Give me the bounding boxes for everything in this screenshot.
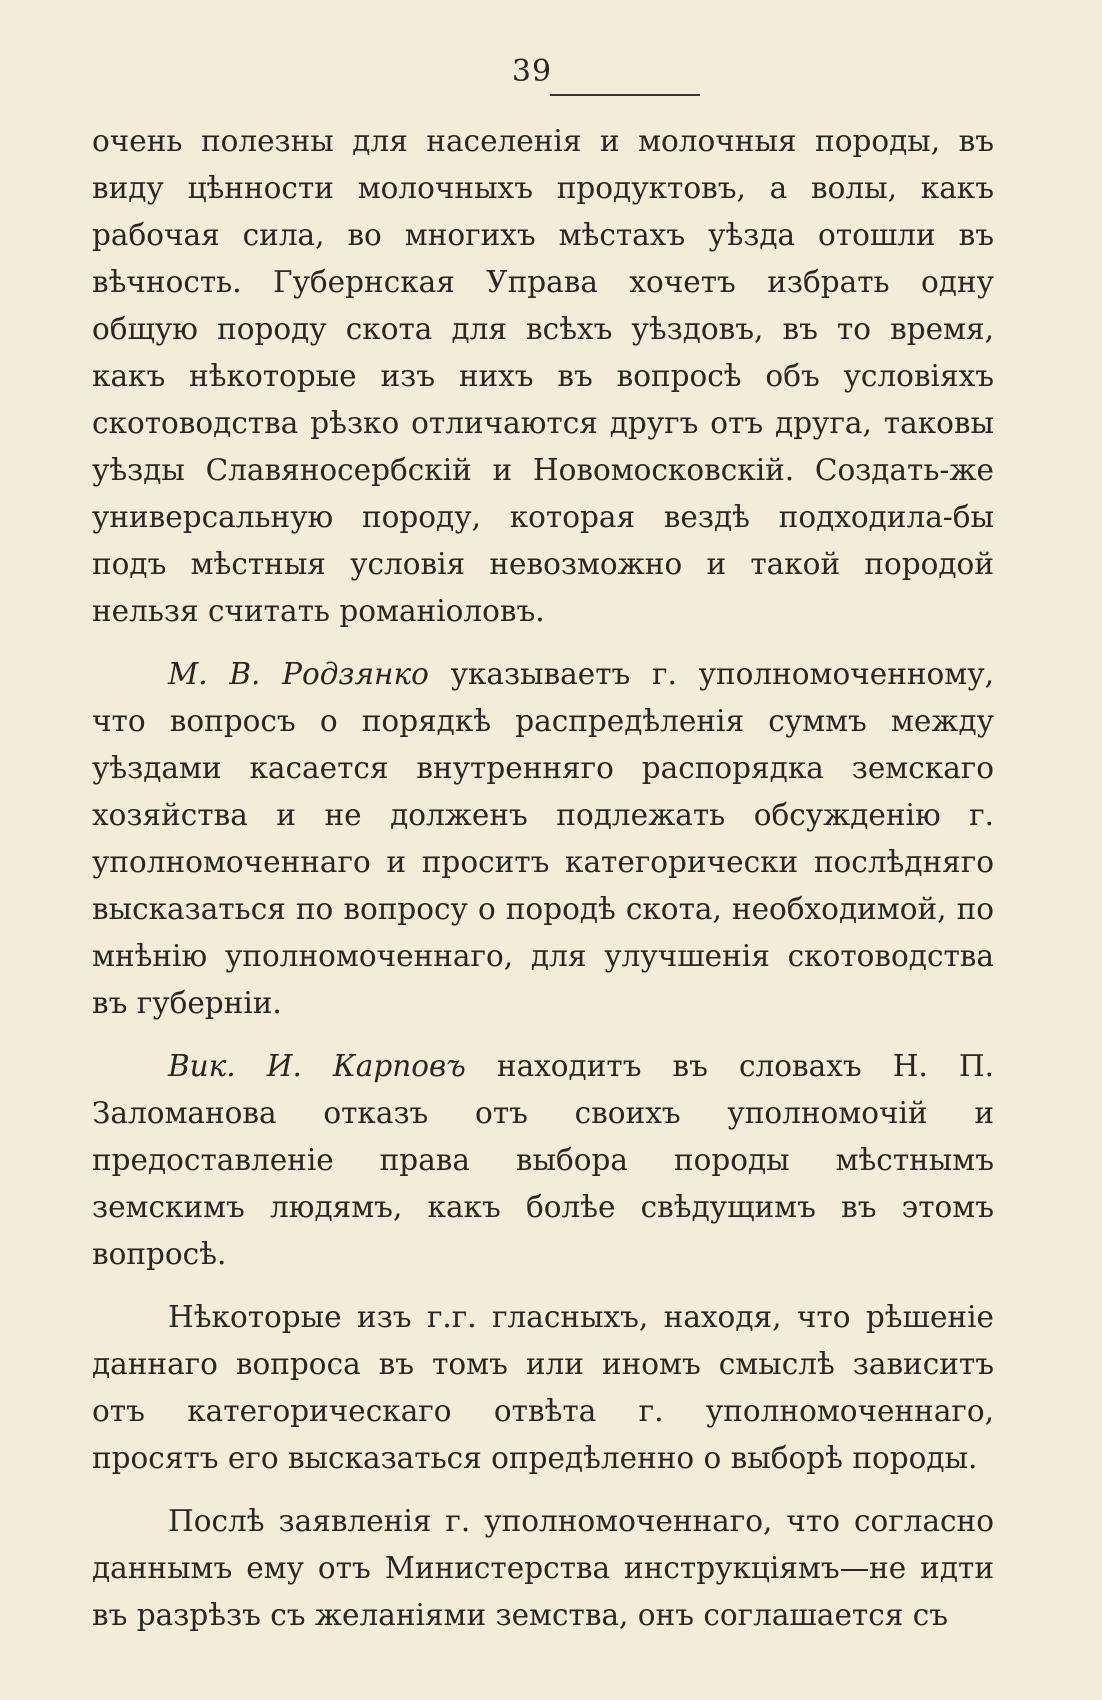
page-number-rule [550, 94, 700, 96]
paragraph-1 [92, 118, 994, 635]
paragraph-2 [92, 651, 994, 1027]
paragraph-1-text: очень полезны для населенія и молочныя породы, въ виду цѣнности молочныхъ продуктовъ, а волы, какъ рабочая сила, во многихъ мѣстахъ уѣзда отошли въ вѣчность. Губернская Управа хочетъ избрать одну общую породу скота для всѣхъ уѣздовъ, въ то время, какъ нѣкоторые изъ нихъ въ вопросѣ объ условіяхъ скотоводства рѣзко отличаются другъ отъ друга, таковы уѣзды Славяносербскій и Новомосковскій. Создать-же универсальную породу, которая вездѣ подходила-бы подъ мѣстныя условія невозможно и такой породой нельзя считать романіоловъ. [92, 124, 994, 628]
page-number: 39 [511, 54, 553, 89]
body-text [92, 118, 994, 1639]
paragraph-4-text: Нѣкоторые изъ г.г. гласныхъ, находя, что рѣшеніе даннаго вопроса въ томъ или иномъ смыслѣ зависитъ отъ категорическаго отвѣта г. уполномоченнаго, просятъ его высказаться опредѣленно о выборѣ породы. [92, 1300, 994, 1475]
paragraph-5-text: Послѣ заявленія г. уполномоченнаго, что согласно даннымъ ему отъ Министерства инструкціямъ—не идти въ разрѣзъ съ желаніями земства, онъ соглашается съ [92, 1504, 994, 1632]
paragraph-2-text: указываетъ г. уполномоченному, что вопросъ о порядкѣ распредѣленія суммъ между уѣздами касается внутренняго распорядка земскаго хозяйства и не долженъ подлежать обсужденію г. уполномоченнаго и проситъ категорически послѣдняго высказаться по вопросу о породѣ скота, необходимой, по мнѣнію уполномоченнаго, для улучшенія скотоводства въ губерніи. [92, 657, 994, 1020]
speaker-karpov: Вик. И. Карповъ [168, 1049, 466, 1083]
paragraph-4 [92, 1294, 994, 1482]
paragraph-5 [92, 1498, 994, 1639]
paragraph-3-text: находитъ въ словахъ Н. П. Заломанова отказъ отъ своихъ уполномочій и предоставленіе права выбора породы мѣстнымъ земскимъ людямъ, какъ болѣе свѣдущимъ въ этомъ вопросѣ. [92, 1049, 994, 1271]
speaker-rodzianko: М. В. Родзянко [168, 657, 429, 691]
paragraph-3 [92, 1043, 994, 1278]
